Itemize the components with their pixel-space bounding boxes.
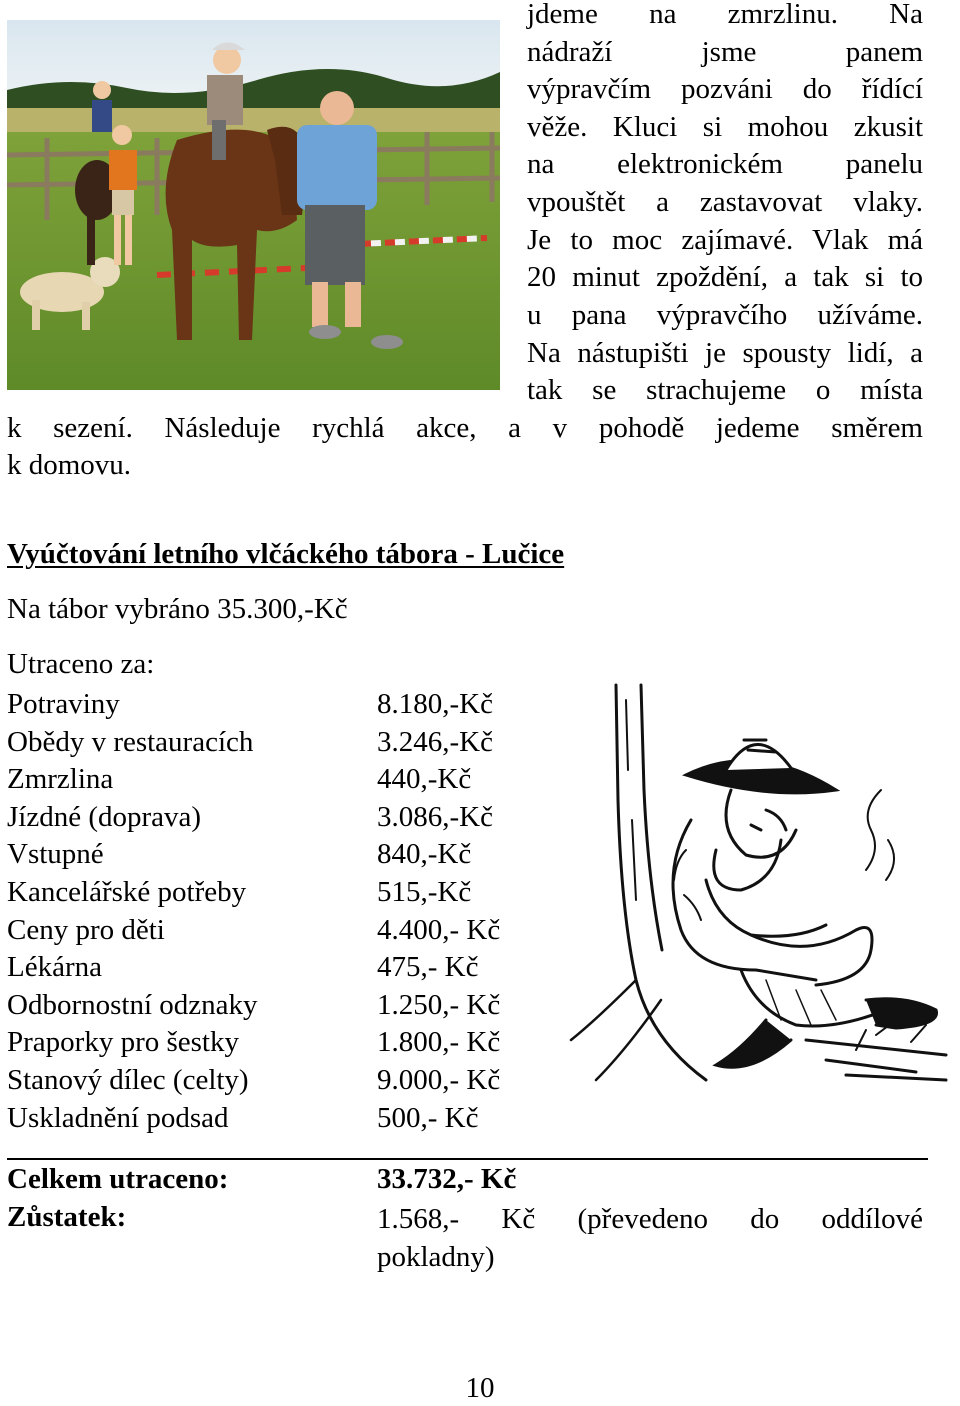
paragraph-line: jdeme na zmrzlinu. Na xyxy=(527,0,923,30)
paragraph-line: u pana výpravčího užíváme. xyxy=(527,299,923,331)
expense-amount: 4.400,- Kč xyxy=(377,913,501,946)
expense-name: Uskladnění podsad xyxy=(7,1101,229,1134)
scout-illustration xyxy=(566,680,952,1100)
expense-list xyxy=(7,686,567,1137)
expense-name: Praporky pro šestky xyxy=(7,1026,239,1059)
expense-row xyxy=(7,686,567,724)
paragraph-line: k sezení. Následuje rychlá akce, a v pohodě jedeme směrem xyxy=(7,412,923,444)
expense-row xyxy=(7,1062,567,1100)
expense-name: Ceny pro děti xyxy=(7,913,165,946)
expense-row xyxy=(7,912,567,950)
paragraph-line: vpouštět a zastavovat vlaky. xyxy=(527,186,923,218)
expense-row xyxy=(7,987,567,1025)
expense-amount: 840,-Kč xyxy=(377,838,472,871)
expense-row xyxy=(7,874,567,912)
expense-amount: 515,-Kč xyxy=(377,875,472,908)
total-amount: 33.732,- Kč xyxy=(377,1163,517,1195)
paragraph-line: tak se strachujeme o místa xyxy=(527,374,923,406)
expense-row xyxy=(7,1100,567,1138)
total-divider xyxy=(7,1158,928,1160)
paragraph-line: výpravčím pozváni do řídící xyxy=(527,73,923,105)
expense-row xyxy=(7,836,567,874)
expense-row xyxy=(7,799,567,837)
expense-row xyxy=(7,1024,567,1062)
total-label: Celkem utraceno: xyxy=(7,1163,229,1195)
expense-name: Zmrzlina xyxy=(7,763,114,796)
expense-amount: 475,- Kč xyxy=(377,951,479,984)
expense-name: Vstupné xyxy=(7,838,104,871)
collected-amount: Na tábor vybráno 35.300,-Kč xyxy=(7,593,348,625)
expense-amount: 9.000,- Kč xyxy=(377,1063,501,1096)
expense-amount: 1.250,- Kč xyxy=(377,988,501,1021)
expense-amount: 1.800,- Kč xyxy=(377,1026,501,1059)
expense-name: Kancelářské potřeby xyxy=(7,875,247,908)
spent-label: Utraceno za: xyxy=(7,648,155,680)
section-heading: Vyúčtování letního vlčáckého tábora - Lučice xyxy=(7,538,565,570)
page-number: 10 xyxy=(465,1372,495,1404)
expense-amount: 440,-Kč xyxy=(377,763,472,796)
balance-value: 1.568,- Kč (převedeno do oddílové xyxy=(377,1203,923,1235)
paragraph-line: věže. Kluci si mohou zkusit xyxy=(527,111,923,143)
total-row xyxy=(7,1163,923,1201)
paragraph-line: Je to moc zajímavé. Vlak má xyxy=(527,224,923,256)
balance-note: pokladny) xyxy=(377,1241,495,1273)
horse-riding-photo xyxy=(7,20,500,390)
expense-row xyxy=(7,724,567,762)
expense-amount: 500,- Kč xyxy=(377,1101,479,1134)
expense-name: Obědy v restauracích xyxy=(7,725,254,758)
paragraph-line: Na nástupišti je spousty lidí, a xyxy=(527,337,923,369)
expense-name: Stanový dílec (celty) xyxy=(7,1063,249,1096)
expense-amount: 8.180,-Kč xyxy=(377,688,493,720)
expense-name: Odbornostní odznaky xyxy=(7,988,258,1021)
balance-label: Zůstatek: xyxy=(7,1201,127,1233)
paragraph-line: na elektronickém panelu xyxy=(527,148,923,180)
paragraph-line: 20 minut zpoždění, a tak si to xyxy=(527,261,923,293)
expense-row xyxy=(7,949,567,987)
expense-amount: 3.086,-Kč xyxy=(377,800,493,833)
expense-name: Jízdné (doprava) xyxy=(7,800,202,833)
expense-row xyxy=(7,761,567,799)
expense-name: Potraviny xyxy=(7,688,120,720)
paragraph-line: nádraží jsme panem xyxy=(527,36,923,68)
expense-amount: 3.246,-Kč xyxy=(377,725,493,758)
paragraph-line: k domovu. xyxy=(7,449,132,481)
expense-name: Lékárna xyxy=(7,951,102,984)
